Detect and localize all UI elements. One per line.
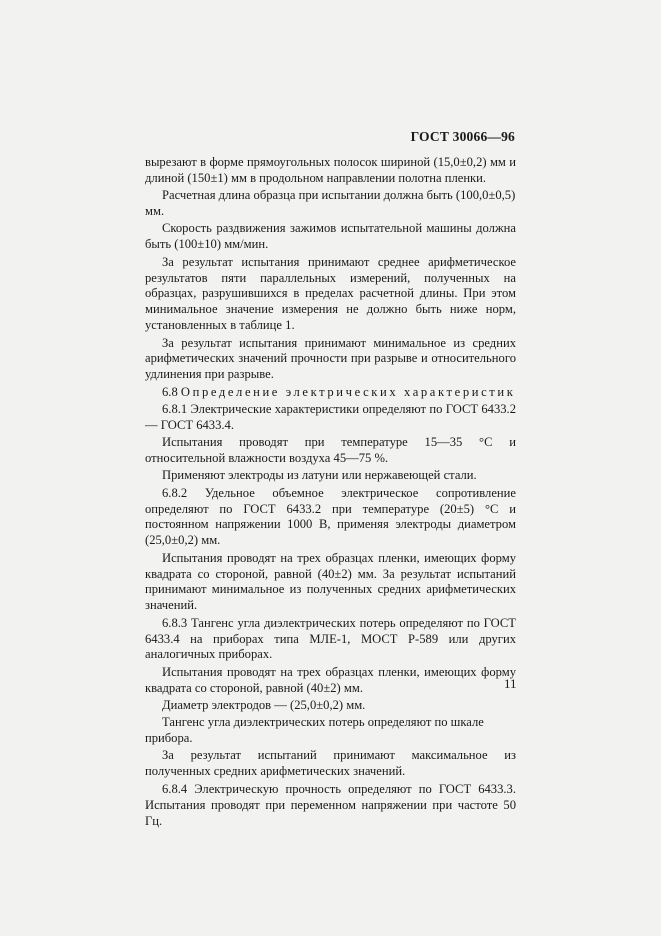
paragraph: Испытания проводят на трех образцах пленки, имеющих форму квадрата со стороной, равной (40±2) мм.: [145, 664, 516, 695]
paragraph: Расчетная длина образца при испытании должна быть (100,0±0,5) мм.: [145, 188, 516, 219]
paragraph: Испытания проводят при температуре 15—35 °С и относительной влажности воздуха 45—75 %.: [145, 435, 516, 466]
section-title: Определение электрических характеристик: [180, 384, 516, 399]
paragraph: Скорость раздвижения зажимов испытательной машины должна быть (100±10) мм/мин.: [145, 221, 516, 252]
section-number: 6.8: [162, 384, 178, 399]
paragraph: За результат испытаний принимают максимальное из полученных средних арифметических значений.: [145, 748, 516, 779]
paragraph: вырезают в форме прямоугольных полосок шириной (15,0±0,2) мм и длиной (150±1) мм в продольном направлении полотна пленки.: [145, 155, 516, 185]
paragraph: За результат испытания принимают среднее арифметическое результатов пяти параллельных измерений, полученных на образцах, разрушившихся в пределах расчетной длины. При этом минимальное значение измерения не должно быть ниже норм, установленных в таблице 1.: [145, 254, 516, 333]
section-heading-6-8: [145, 385, 516, 401]
paragraph-6-8-2: 6.8.2 Удельное объемное электрическое сопротивление определяют по ГОСТ 6433.2 при температуре (20±5) °С и постоянном напряжении 1000 В, применяя электроды диаметром (25,0±0,2) мм.: [145, 485, 516, 548]
paragraph-6-8-1: 6.8.1 Электрические характеристики определяют по ГОСТ 6433.2 — ГОСТ 6433.4.: [145, 401, 516, 432]
paragraph-6-8-4: 6.8.4 Электрическую прочность определяют по ГОСТ 6433.3. Испытания проводят при переменном напряжении при частоте 50 Гц.: [145, 781, 516, 828]
paragraph: Тангенс угла диэлектрических потерь определяют по шкале прибора.: [145, 715, 484, 746]
page-number: 11: [504, 676, 517, 691]
paragraph: Диаметр электродов — (25,0±0,2) мм.: [162, 697, 366, 712]
paragraph: Применяют электроды из латуни или нержавеющей стали.: [162, 468, 477, 483]
paragraph: За результат испытания принимают минимальное из средних арифметических значений прочности при разрыве и относительного удлинения при разрыве.: [145, 335, 516, 382]
document-body: [145, 155, 516, 831]
paragraph: Испытания проводят на трех образцах пленки, имеющих форму квадрата со стороной, равной (40±2) мм. За результат испытаний принимают минимальное из полученных средних арифметических значений.: [145, 550, 516, 613]
document-header: ГОСТ 30066—96: [410, 129, 515, 144]
paragraph-6-8-3: 6.8.3 Тангенс угла диэлектрических потерь определяют по ГОСТ 6433.4 на приборах типа МЛЕ-1, МОСТ Р-589 или других аналогичных приборах.: [145, 615, 516, 662]
